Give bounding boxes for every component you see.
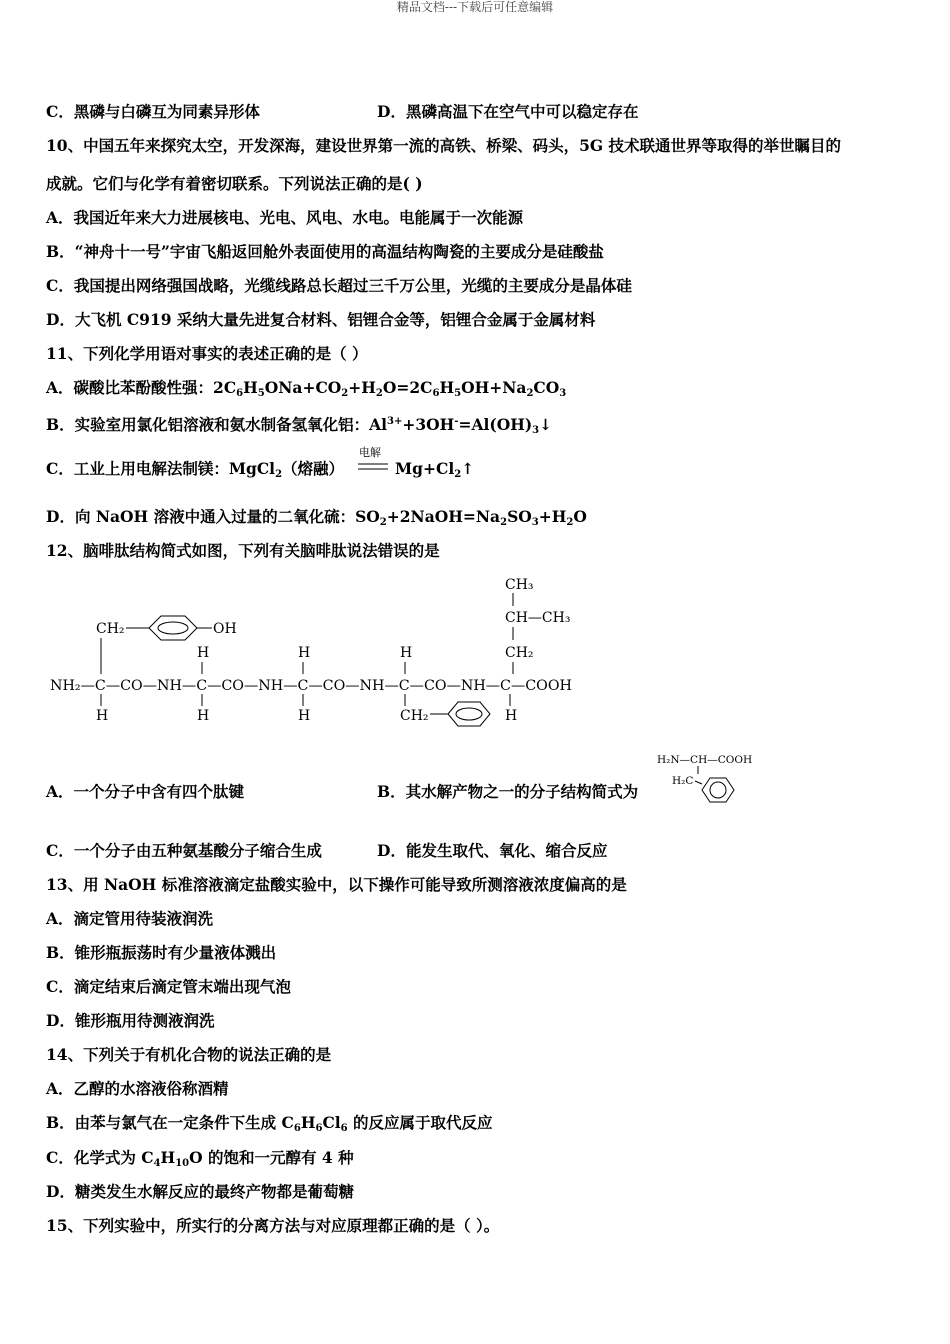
q14-option-c-formula: $C_4H_{10}O$: [135, 1148, 209, 1169]
leu-ch2: CH₂: [505, 645, 534, 661]
q14-option-d: D．糖类发生水解反应的最终产物都是葡萄糖: [46, 1182, 354, 1201]
q11-stem: 11、下列化学用语对事实的表述正确的是（ ）: [46, 344, 368, 363]
phe-amine-line: H₂N—CH—COOH: [657, 754, 753, 766]
q12-stem: 12、脑啡肽结构简式如图，下列有关脑啡肽说法错误的是: [46, 541, 440, 560]
q10-option-b: B．“神舟十一号”宇宙飞船返回舱外表面使用的高温结构陶瓷的主要成分是硅酸盐: [46, 242, 604, 261]
q11-equals-arrow: [356, 461, 390, 473]
q9-option-c: C．黑磷与白磷互为同素异形体: [46, 102, 260, 121]
q11-option-b: [46, 412, 552, 441]
phe-ch2: CH₂: [400, 708, 429, 724]
tyr-ch2: CH₂: [96, 621, 125, 637]
page-header: 精品文档---下载后可任意编辑: [396, 0, 554, 14]
tyr-h-bottom: H: [96, 708, 109, 724]
q9-option-d: D．黑磷高温下在空气中可以稳定存在: [377, 102, 639, 121]
q10-stem-line1: 10、中国五年来探究太空，开发深海，建设世界第一流的高铁、桥梁、码头，5G 技术联通世界等取得的举世瞩目的: [46, 136, 841, 155]
q11-option-d-equation: $SO_2+2NaOH=Na_2SO_3+H_2O$: [355, 507, 587, 528]
q14-option-c-label: C．化学式为: [46, 1148, 136, 1167]
q11-option-a-label: A．碳酸比苯酚酸性强：: [46, 378, 214, 397]
q11-option-c-product: $Mg+Cl_2↑$: [395, 459, 475, 480]
q13-option-c: C．滴定结束后滴定管末端出现气泡: [46, 977, 291, 996]
q12-option-c: C．一个分子由五种氨基酸分子缩合生成: [46, 841, 322, 860]
q13-option-b: B．锥形瓶振荡时有少量液体溅出: [46, 943, 277, 962]
q13-option-a: A．滴定管用待装液润洗: [46, 909, 214, 928]
q12-option-a: A．一个分子中含有四个肽键: [46, 782, 245, 801]
gly2-h-bottom: H: [298, 708, 311, 724]
q11-option-d: [46, 507, 587, 533]
gly1-h-top: H: [197, 645, 210, 661]
q10-option-a: A．我国近年来大力进展核电、光电、风电、水电。电能属于一次能源: [46, 208, 524, 227]
leu-ch3-top: CH₃: [505, 577, 534, 593]
q14-option-c: [46, 1148, 354, 1174]
q12-option-b: B．其水解产物之一的分子结构简式为: [377, 782, 639, 801]
q14-option-c-tail: 的饱和一元醇有 4 种: [208, 1148, 354, 1167]
phe-h-top: H: [400, 645, 413, 661]
phenylalanine-structure: [655, 748, 765, 810]
q11-option-c-reactant: MgCl$_2$（熔融）: [228, 459, 345, 480]
phe-h2c: H₂C: [672, 775, 694, 787]
q10-option-c: C．我国提出网络强国战略，光缆线路总长超过三千万公里，光缆的主要成分是晶体硅: [46, 276, 632, 295]
q12-option-d: D．能发生取代、氧化、缩合反应: [377, 841, 608, 860]
q15-stem: 15、下列实验中，所实行的分离方法与对应原理都正确的是（ ）。: [46, 1216, 500, 1235]
q11-option-d-label: D．向 NaOH 溶液中通入过量的二氧化硫：: [46, 507, 356, 526]
q13-option-d: D．锥形瓶用待测液润洗: [46, 1011, 215, 1030]
leu-ch-ch3: CH—CH₃: [505, 610, 571, 626]
gly1-h-bottom: H: [197, 708, 210, 724]
q11-option-c: [46, 459, 344, 485]
q14-stem: 14、下列关于有机化合物的说法正确的是: [46, 1045, 332, 1064]
q11-electrolysis-condition: 电解: [359, 446, 381, 459]
tyr-oh: OH: [213, 621, 237, 637]
q11-option-b-label: B．实验室用氯化铝溶液和氨水制备氢氧化铝：: [46, 415, 370, 434]
q10-stem-line2: 成就。它们与化学有着密切联系。下列说法正确的是( ): [46, 174, 423, 193]
q14-option-b-tail: 的反应属于取代反应: [353, 1113, 493, 1132]
q14-option-b-formula: $C_6H_6Cl_6$: [276, 1113, 348, 1134]
q13-stem: 13、用 NaOH 标准溶液滴定盐酸实验中，以下操作可能导致所测溶液浓度偏高的是: [46, 875, 627, 894]
q11-option-a-equation: $2C_6H_5ONa+CO_2+H_2O=2C_6H_5OH+Na_2CO_3$: [213, 378, 567, 399]
gly2-h-top: H: [298, 645, 311, 661]
q11-option-a: [46, 378, 566, 404]
q14-option-a: A．乙醇的水溶液俗称酒精: [46, 1079, 229, 1098]
q14-option-b: [46, 1113, 493, 1139]
q11-option-c-label: C．工业上用电解法制镁：: [46, 459, 229, 478]
enkephalin-structure: [44, 570, 604, 730]
leu-h-bottom: H: [505, 708, 518, 724]
q11-option-b-equation: $Al^{3+}+3OH^-=Al(OH)_3↓$: [369, 415, 553, 436]
q14-option-b-label: B．由苯与氯气在一定条件下生成: [46, 1113, 277, 1132]
peptide-backbone: NH₂—C—CO—NH—C—CO—NH—C—CO—NH—C—CO—NH—C—COOH: [50, 678, 572, 694]
q10-option-d: D．大飞机 C919 采纳大量先进复合材料、铝锂合金等，铝锂合金属于金属材料: [46, 310, 596, 329]
